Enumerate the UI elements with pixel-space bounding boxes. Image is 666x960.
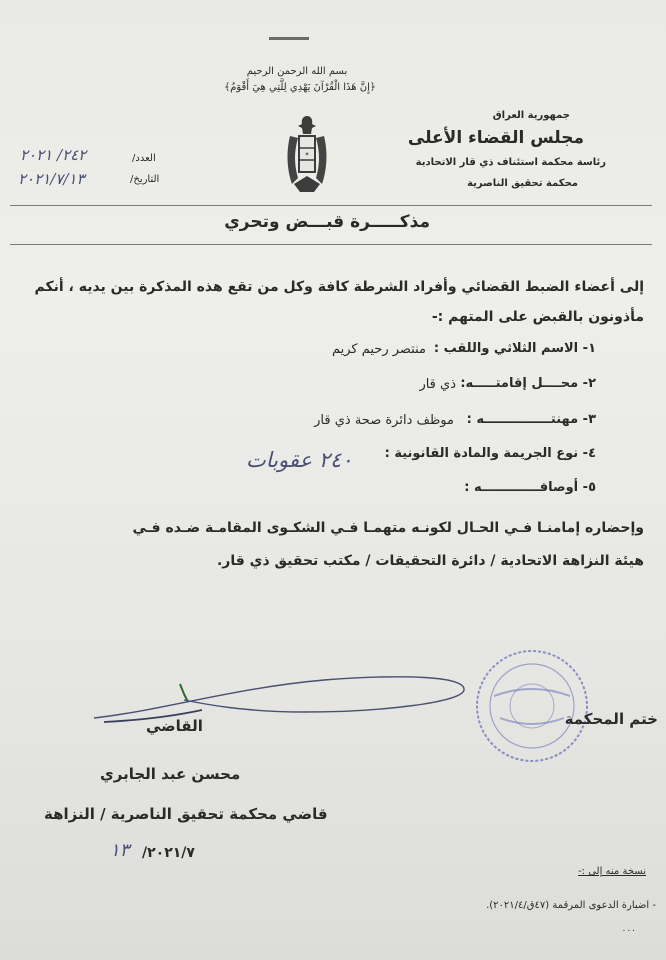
intro-line-1: إلى أعضاء الضبط القضائي وأفراد الشرطة كافة وكل من تقع هذه المذكرة بين يديه ، أنكم: [34, 279, 644, 295]
judge-name: محسن عبد الجابري: [100, 765, 241, 783]
intro-line-2: مأذونون بالقبض على المتهم :-: [431, 309, 644, 325]
sign-date-handwritten: ١٣: [110, 840, 130, 861]
title-underline: [10, 244, 652, 245]
svg-text:✶: ✶: [304, 151, 310, 158]
number-value: ٢٤٢/ ٢٠٢١: [20, 146, 87, 164]
item-label-residence: ٢- محــــل إقامتـــــه:: [460, 376, 596, 391]
item-value-name: منتصر رحيم كريم: [331, 342, 426, 357]
item-label-description: ٥- أوصافـــــــــــــه :: [464, 480, 596, 495]
item-value-profession: موظف دائرة صحة ذي قار: [314, 413, 454, 428]
item-value-residence: ذي قار: [419, 377, 456, 392]
judge-title: قاضي محكمة تحقيق الناصرية / النزاهة: [44, 805, 328, 823]
basmala: بسم الله الرحمن الرحيم: [246, 66, 348, 77]
item-label-name: ١- الاسم الثلاثي واللقب :: [433, 341, 596, 356]
item-value-crime: ٢٤٠ عقوبات: [246, 448, 353, 472]
seal-label: ختم المحكمة: [564, 710, 658, 728]
sign-date: ٢٠٢١/٧/: [142, 845, 195, 861]
country-name: جمهورية العراق: [492, 110, 570, 121]
date-label: التاريخ/: [130, 174, 160, 185]
header-divider: [10, 205, 652, 206]
council-name: مجلس القضاء الأعلى: [407, 128, 584, 148]
judge-signature: [84, 660, 484, 740]
copy-to-item: - اضبارة الدعوى المرقمة (٤٧ق/٢٠٢١/٤).: [486, 900, 656, 911]
presidency-name: رئاسة محكمة استئناف ذي قار الاتحادية: [415, 157, 606, 168]
number-label: العدد/: [132, 153, 156, 164]
verse: ﴿إِنَّ هَذَا الْقُرْآنَ يَهْدِي لِلَّتِي هِيَ أَقْوَمُ﴾: [224, 82, 376, 93]
item-label-profession: ٣- مهنتـــــــــــــــه :: [466, 412, 596, 427]
item-label-crime: ٤- نوع الجريمة والمادة القانونية :: [384, 446, 596, 461]
court-seal-stamp: [472, 646, 592, 766]
iraq-eagle-emblem-icon: [284, 112, 330, 196]
footer-tail: ٠٠٠: [621, 926, 636, 936]
top-mark: [269, 37, 309, 40]
judge-label: القاضي: [146, 717, 203, 735]
body-line-1: وإحضاره إمامنـا فـي الحـال لكونـه متهمـا فـي الشكـوى المقامـة ضـده فـي: [132, 520, 644, 536]
court-name: محكمة تحقيق الناصرية: [467, 178, 578, 189]
copy-to-label: نسخة منه إلى :-: [578, 866, 646, 877]
body-line-2: هيئة النزاهة الاتحادية / دائرة التحقيقات / مكتب تحقيق ذي قار.: [216, 553, 644, 569]
date-value: ٢٠٢١/٧/١٣: [18, 170, 85, 188]
document-title: مذكـــــرة قبـــض وتحري: [224, 212, 430, 232]
